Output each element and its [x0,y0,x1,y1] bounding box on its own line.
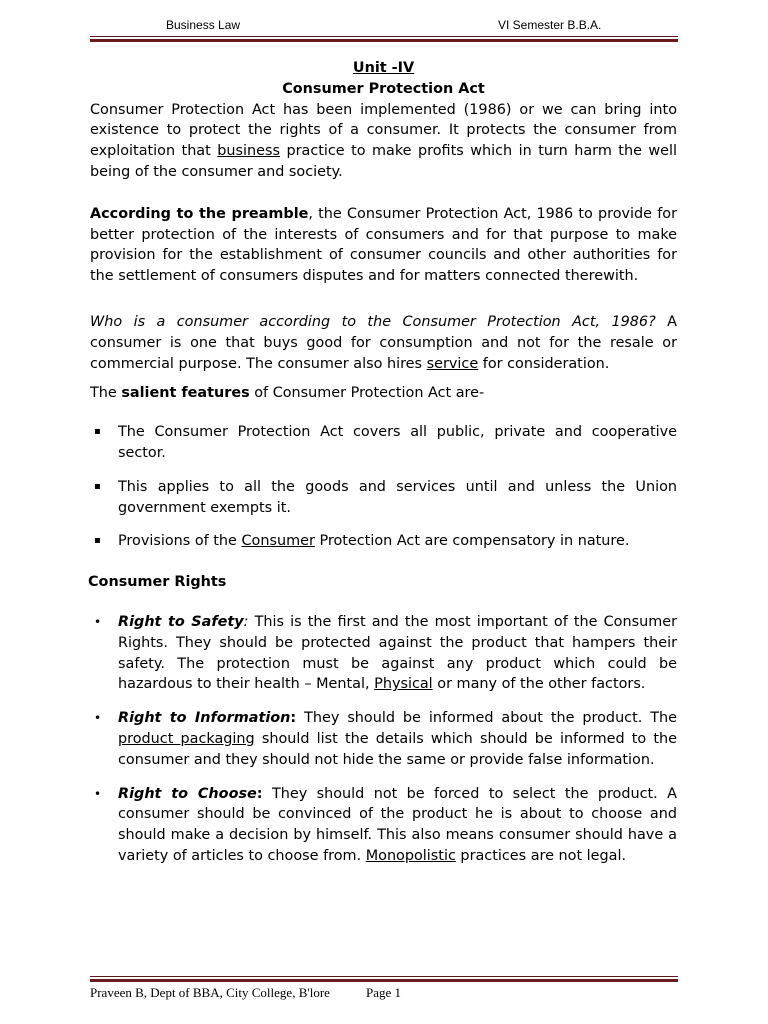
right-safety-text-1: This is the first and the most important of the Consumer Rights. They should be protected against the product that hampers their safety. The protection must be against any product which could be hazardous to their health – Mental, [118,613,677,693]
physical-link[interactable]: Physical [374,676,433,693]
service-link[interactable]: service [426,355,479,372]
feature-1: The Consumer Protection Act covers all public, private and cooperative sector. [118,424,677,461]
square-bullet-icon: ▪ [94,535,101,547]
intro-text-2: practice to make profits which in turn harm the well being of the consumer and society. [90,143,678,180]
right-safety-title: Right to Safety [118,613,244,630]
right-choose-title: Right to Choose [118,785,257,802]
consumer-link[interactable]: Consumer [241,533,315,550]
feature-3-pre: Provisions of the [118,533,242,550]
features-list [90,422,677,552]
feature-3-post: Protection Act are compensatory in nature. [314,533,630,550]
consumer-def-text-2: for consideration. [478,355,610,372]
feature-2: This applies to all the goods and services until and unless the Union government exempts it. [118,478,677,516]
right-choose-colon: : [256,785,263,802]
page-title: Consumer Protection Act [282,80,485,97]
right-choose-text-1: They should not be forced to select the product. A consumer should be convinced of the product he is about to choose and should make a decision by himself. This also means consumer should have a variety of articles to choose from. [118,785,677,864]
right-choose-text-2: practices are not legal. [455,847,627,864]
salient-post: of Consumer Protection Act are- [249,385,485,402]
salient-intro [90,383,677,404]
document-body [90,58,677,867]
bullet-icon: • [94,614,102,629]
right-information-title: Right to Information [118,710,291,727]
salient-bold: salient features [121,385,250,402]
footer-author: Praveen B, Dept of BBA, City College, B'lore [90,985,330,1000]
square-bullet-icon: ▪ [94,480,101,492]
intro-text-1: Consumer Protection Act has been implemented (1986) or we can bring into existence to protect the rights of a consumer. It protects the consumer from exploitation that [90,101,677,160]
right-information-text-1: They should be informed about the product. The [296,710,677,727]
list-item [90,612,677,695]
footer-rule-thin [90,976,678,977]
header-course: Business Law [166,18,241,32]
footer-rule-thick [90,979,678,982]
business-link[interactable]: business [217,143,280,160]
header-semester: VI Semester B.B.A. [498,18,602,32]
square-bullet-icon: ▪ [94,426,101,438]
right-safety-text-2: or many of the other factors. [432,676,646,693]
bullet-icon: • [94,711,102,726]
header-rule-thick [90,39,678,42]
right-information-colon: : [290,710,297,727]
list-item [90,784,677,867]
salient-pre: The [90,385,122,402]
consumer-def-text-1: A consumer is one that buys good for consumption and not for the resale or commercial purpose. The consumer also hires [90,313,677,372]
preamble-text: , the Consumer Protection Act, 1986 to provide for better protection of the interests of consumers and for that purpose to make provision for the establishment of consumer councils and other authorities for the settlement of consumers disputes and for matters connected therewith. [90,205,678,285]
intro-paragraph [90,100,677,183]
rights-list [90,612,677,867]
list-item [90,531,677,552]
preamble-bold: According to the preamble [90,205,309,222]
header-rule-thin [90,36,678,37]
right-safety-colon: : [243,613,249,630]
preamble-paragraph [90,204,677,287]
monopolistic-link[interactable]: Monopolistic [365,847,456,864]
product-packaging-link[interactable]: product packaging [118,730,255,747]
list-item [90,708,677,770]
list-item [90,422,677,464]
list-item [90,477,677,519]
unit-heading: Unit -IV [352,60,415,76]
right-information-text-2: should list the details which should be informed to the consumer and they should not hide the same or provide false information. [118,730,677,768]
page-number: Page 1 [366,985,402,1000]
consumer-definition [90,312,677,374]
bullet-icon: • [94,786,102,801]
consumer-rights-heading: Consumer Rights [88,574,227,591]
consumer-question: Who is a consumer according to the Consumer Protection Act, 1986? [90,313,656,330]
